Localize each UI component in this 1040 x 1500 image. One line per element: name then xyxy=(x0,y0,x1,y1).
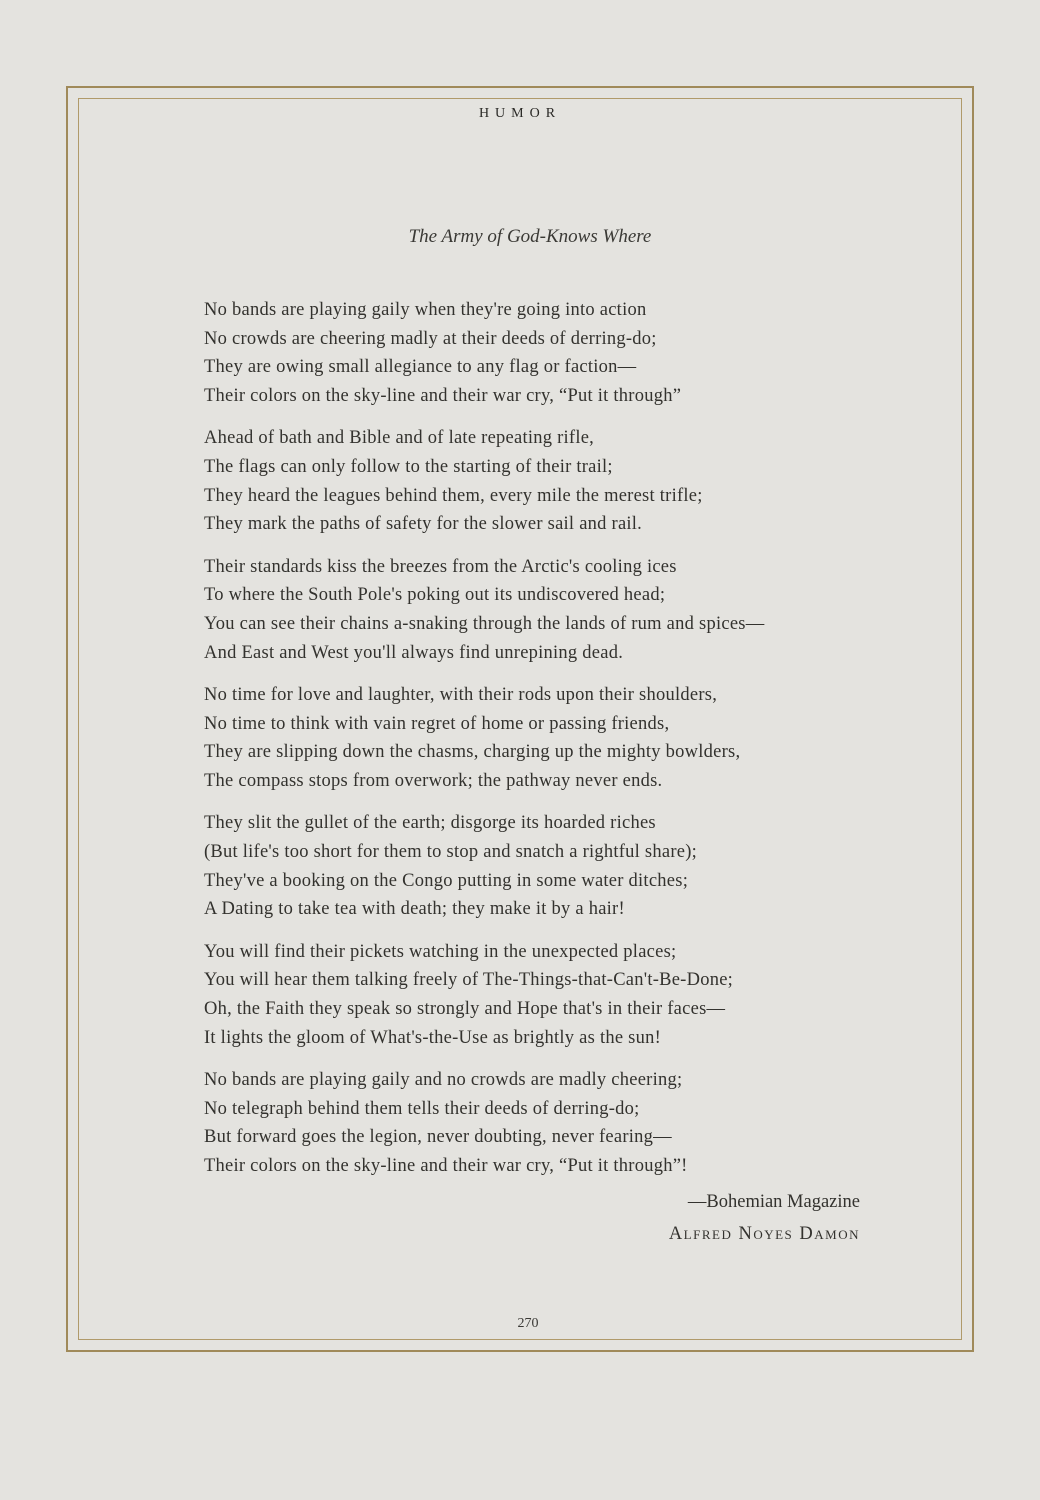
poem-line: To where the South Pole's poking out its undiscovered head; xyxy=(204,585,666,606)
attribution xyxy=(669,1186,860,1250)
poem-line: No crowds are cheering madly at their deeds of derring-do; xyxy=(204,328,657,349)
stanza xyxy=(204,809,904,924)
poem-line: But forward goes the legion, never doubting, never fearing— xyxy=(204,1127,672,1148)
poem-line: It lights the gloom of What's-the-Use as brightly as the sun! xyxy=(204,1027,662,1048)
stanza xyxy=(204,1066,904,1181)
poem-line: The compass stops from overwork; the pathway never ends. xyxy=(204,771,663,792)
poem-line: No bands are playing gaily and no crowds are madly cheering; xyxy=(204,1069,683,1090)
poem-line: And East and West you'll always find unrepining dead. xyxy=(204,642,624,663)
poem-title: The Army of God-Knows Where xyxy=(408,226,652,247)
author-name: Alfred Noyes Damon xyxy=(668,1224,860,1244)
poem-line: They mark the paths of safety for the slower sail and rail. xyxy=(204,514,643,535)
poem-line: You will find their pickets watching in the unexpected places; xyxy=(204,941,677,962)
poem-line: No bands are playing gaily when they're going into action xyxy=(204,300,647,320)
poem-line: They slit the gullet of the earth; disgorge its hoarded riches xyxy=(204,813,656,834)
poem-line: No time to think with vain regret of home or passing friends, xyxy=(204,713,670,734)
poem-line: Their colors on the sky-line and their war cry, “Put it through” xyxy=(204,386,682,407)
poem-line: No telegraph behind them tells their deeds of derring-do; xyxy=(204,1098,640,1119)
poem-line: Oh, the Faith they speak so strongly and Hope that's in their faces— xyxy=(204,998,726,1019)
stanza xyxy=(204,296,904,411)
stanza xyxy=(204,553,904,668)
poem-line: Their colors on the sky-line and their war cry, “Put it through”! xyxy=(204,1155,688,1176)
poem-line: You will hear them talking freely of The-Things-that-Can't-Be-Done; xyxy=(204,970,734,991)
poem-line: Their standards kiss the breezes from the Arctic's cooling ices xyxy=(204,556,677,577)
page-number: 270 xyxy=(517,1316,539,1331)
poem-line: They are owing small allegiance to any flag or faction— xyxy=(204,357,637,378)
poem-line: A Dating to take tea with death; they make it by a hair! xyxy=(204,899,625,920)
poem-body xyxy=(204,296,904,1194)
poem-line: Ahead of bath and Bible and of late repeating rifle, xyxy=(204,428,595,449)
poem-line: They've a booking on the Congo putting in some water ditches; xyxy=(204,870,689,891)
poem-line: They heard the leagues behind them, every mile the merest trifle; xyxy=(204,485,703,506)
poem-line: The flags can only follow to the starting of their trail; xyxy=(204,457,613,478)
poem-line: They are slipping down the chasms, charging up the mighty bowlders, xyxy=(204,742,741,763)
poem-line: (But life's too short for them to stop and snatch a rightful share); xyxy=(204,841,698,862)
source-credit: —Bohemian Magazine xyxy=(687,1192,860,1212)
stanza xyxy=(204,424,904,539)
poem-line: No time for love and laughter, with their rods upon their shoulders, xyxy=(204,684,718,705)
poem-line: You can see their chains a-snaking through the lands of rum and spices— xyxy=(204,614,765,635)
section-header: HUMOR xyxy=(478,106,562,121)
stanza xyxy=(204,938,904,1053)
stanza xyxy=(204,681,904,796)
